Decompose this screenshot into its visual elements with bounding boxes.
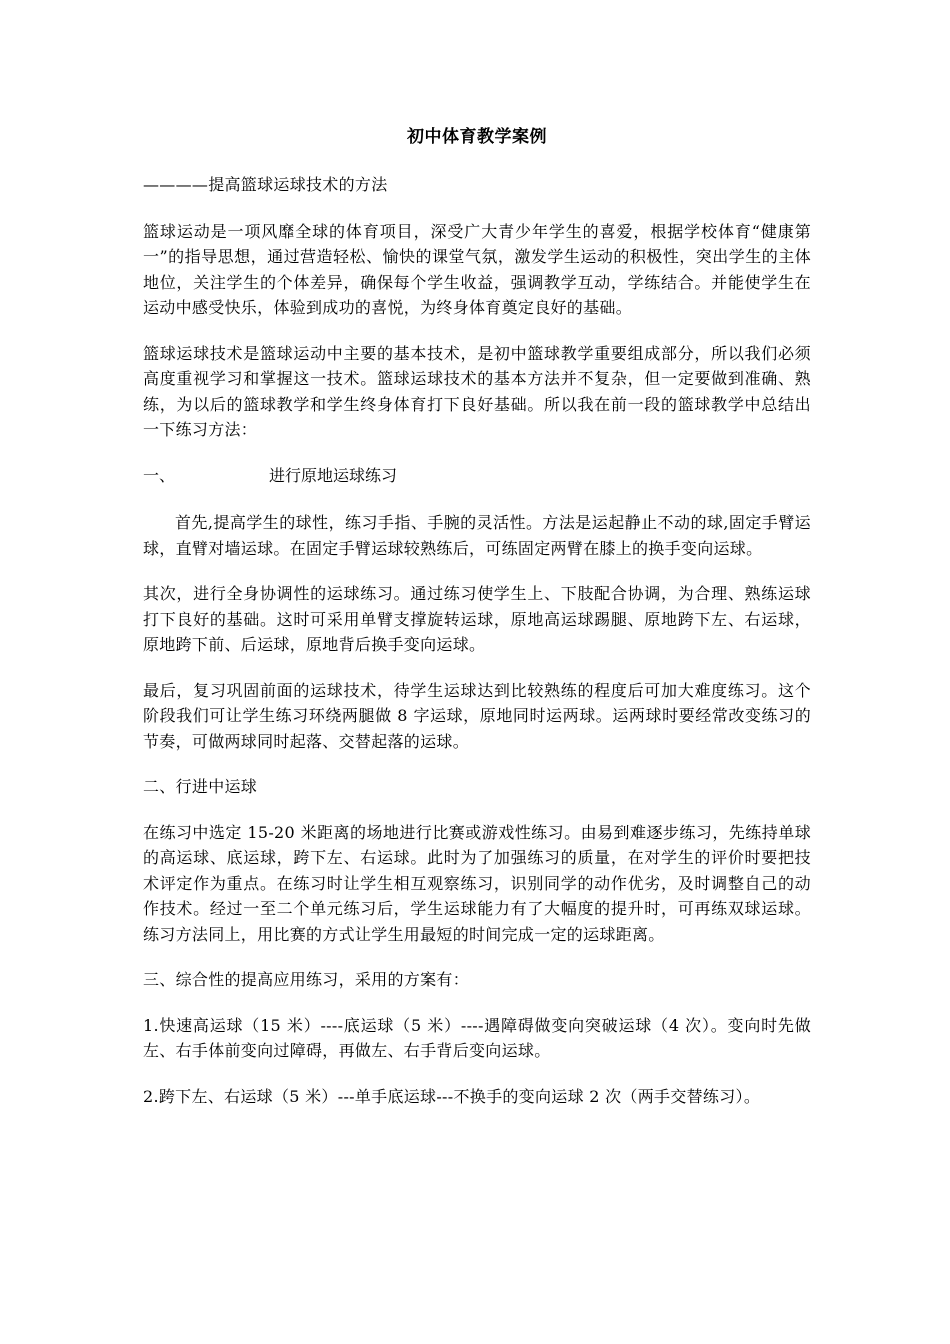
section-3-heading: 三、综合性的提高应用练习，采用的方案有： (143, 970, 470, 989)
intro-paragraph-1: 篮球运动是一项风靡全球的体育项目，深受广大青少年学生的喜爱，根据学校体育“健康第一”的指导思想，通过营造轻松、愉快的课堂气氛，激发学生运动的积极性，突出学生的主体地位，关注学生的个体差异，确保每个学生收益，强调教学互动，学练结合。并能使学生在运动中感受快乐，体验到成功的喜悦，为终身体育奠定良好的基础。 (143, 221, 811, 317)
section-3-item-2: 2.跨下左、右运球（5 米）---单手底运球---不换手的变向运球 2 次（两手交替练习）。 (143, 1086, 761, 1106)
section-1-paragraph-3: 最后，复习巩固前面的运球技术，待学生运球达到比较熟练的程度后可加大难度练习。这个阶段我们可让学生练习环绕两腿做 8 字运球，原地同时运两球。运两球时要经常改变练习的节奏，可做两球同时起落、交替起落的运球。 (143, 680, 811, 751)
section-1-title: 进行原地运球练习 (269, 465, 398, 485)
intro-paragraph-2: 篮球运球技术是篮球运动中主要的基本技术，是初中篮球教学重要组成部分，所以我们必须高度重视学习和掌握这一技术。篮球运球技术的基本方法并不复杂，但一定要做到准确、熟练，为以后的篮球教学和学生终身体育打下良好基础。所以我在前一段的篮球教学中总结出一下练习方法： (143, 343, 811, 439)
section-1-number: 一、 (143, 465, 176, 485)
section-2-paragraph: 在练习中选定 15-20 米距离的场地进行比赛或游戏性练习。由易到难逐步练习，先练持单球的高运球、底运球，跨下左、右运球。此时为了加强练习的质量，在对学生的评价时要把技术评定作为重点。在练习时让学生相互观察练习，识别同学的动作优劣，及时调整自己的动作技术。经过一至二个单元练习后，学生运球能力有了大幅度的提升时，可再练双球运球。练习方法同上，用比赛的方式让学生用最短的时间完成一定的运球距离。 (143, 822, 811, 944)
document-page (143, 124, 811, 1129)
section-1-paragraph-2: 其次，进行全身协调性的运球练习。通过练习使学生上、下肢配合协调，为合理、熟练运球打下良好的基础。这时可采用单臂支撑旋转运球，原地高运球踢腿、原地跨下左、右运球，原地跨下前、后运球，原地背后换手变向运球。 (143, 584, 811, 654)
section-2-heading: 二、行进中运球 (143, 777, 258, 796)
section-3-item-1: 1.快速高运球（15 米）----底运球（5 米）----遇障碍做变向突破运球（4 次）。变向时先做左、右手体前变向过障碍，再做左、右手背后变向运球。 (143, 1015, 811, 1060)
document-title: 初中体育教学案例 (407, 127, 547, 147)
section-1-heading (143, 463, 811, 489)
section-1-paragraph-1: 首先,提高学生的球性，练习手指、手腕的灵活性。方法是运起静止不动的球,固定手臂运球，直臂对墙运球。在固定手臂运球较熟练后，可练固定两臂在膝上的换手变向运球。 (143, 513, 811, 558)
document-subtitle: ————提高篮球运球技术的方法 (143, 175, 388, 194)
